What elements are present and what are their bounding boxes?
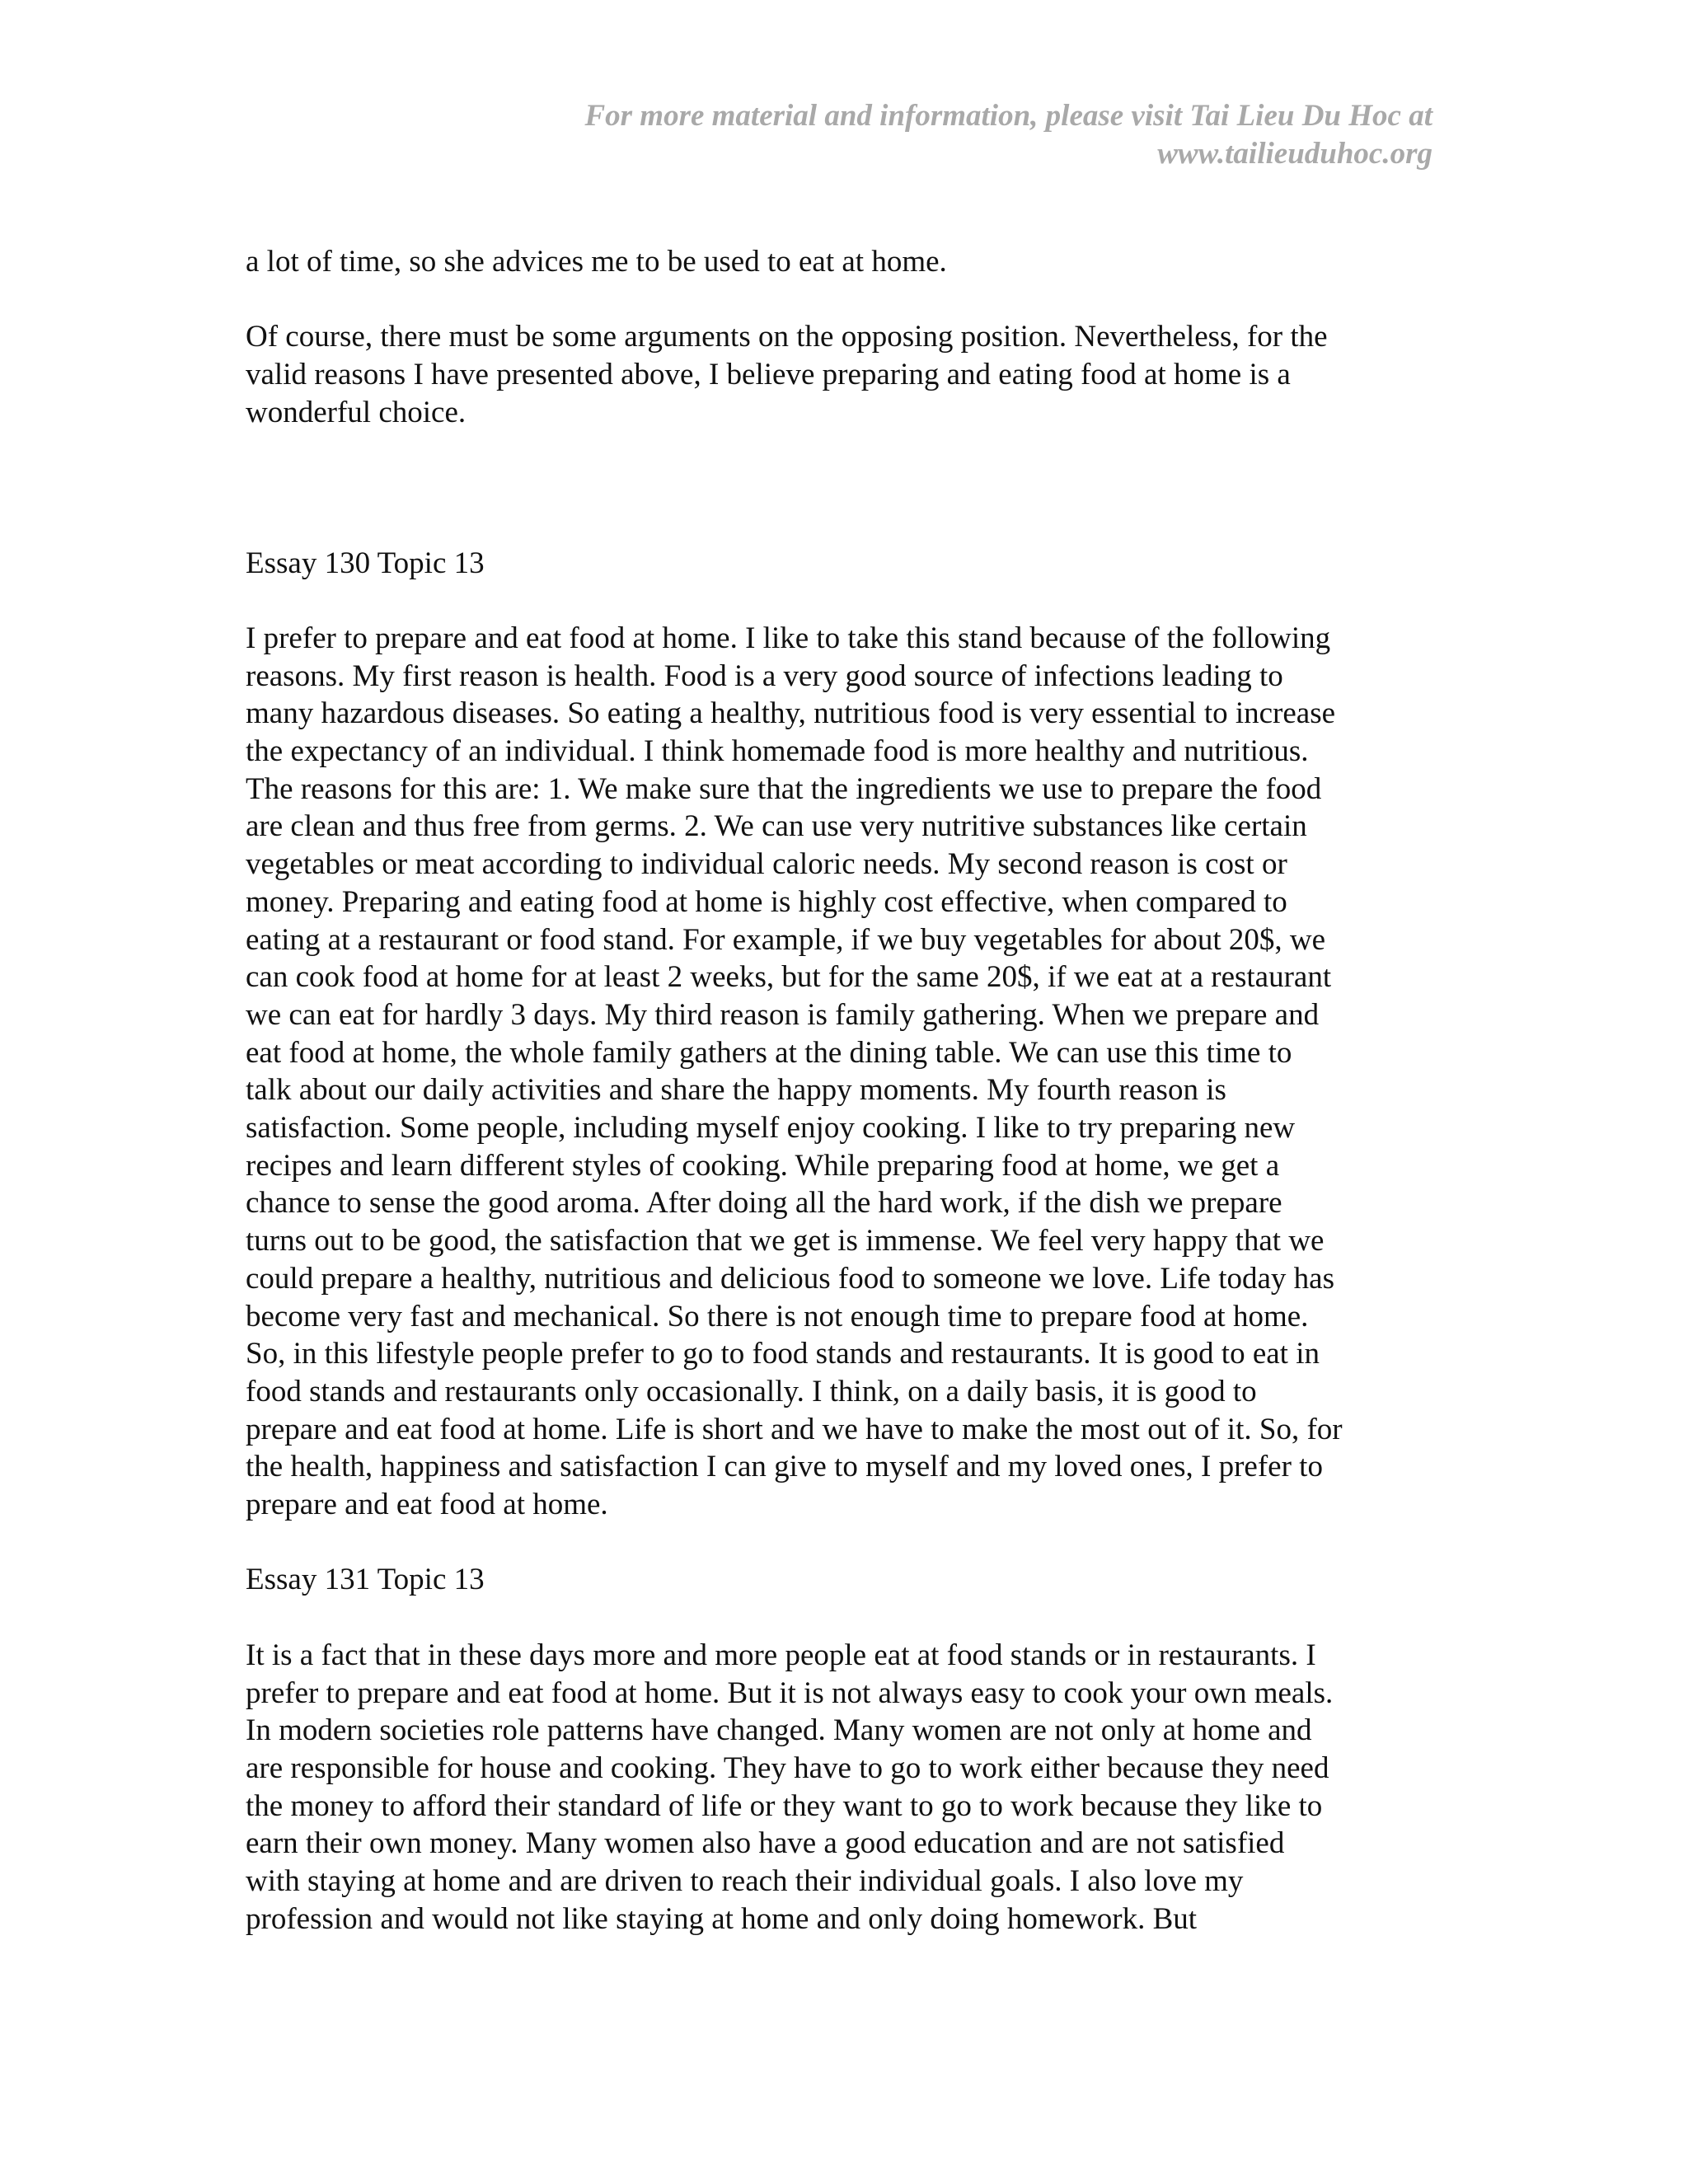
paragraph-line: talk about our daily activities and share the happy moments. My fourth reason is: [246, 1073, 1226, 1108]
essay-131-title: [246, 1561, 1449, 1599]
paragraph-line: valid reasons I have presented above, I believe preparing and eating food at home is a: [246, 358, 1291, 392]
paragraph-line: satisfaction. Some people, including myself enjoy cooking. I like to try preparing new: [246, 1111, 1296, 1146]
paragraph-spacer: [246, 582, 1449, 620]
paragraph-line: can cook food at home for at least 2 weeks, but for the same 20$, if we eat at a restaurant: [246, 960, 1332, 995]
paragraph-line: with staying at home and are driven to reach their individual goals. I also love my: [246, 1864, 1244, 1899]
paragraph-line: recipes and learn different styles of cooking. While preparing food at home, we get a: [246, 1148, 1280, 1183]
paragraph-line: It is a fact that in these days more and more people eat at food stands or in restaurants. I: [246, 1638, 1316, 1672]
essay-title: Essay 131 Topic 13: [246, 1563, 485, 1597]
section-spacer: [246, 432, 1449, 545]
paragraph-line: The reasons for this are: 1. We make sure that the ingredients we use to prepare the food: [246, 771, 1322, 806]
paragraph-line: earn their own money. Many women also have a good education and are not satisfied: [246, 1826, 1285, 1861]
paragraph-line: profession and would not like staying at home and only doing homework. But: [246, 1901, 1198, 1936]
paragraph-line: food stands and restaurants only occasionally. I think, on a daily basis, it is good to: [246, 1374, 1257, 1408]
paragraph-line: many hazardous diseases. So eating a healthy, nutritious food is very essential to increase: [246, 696, 1336, 731]
paragraph-line: So, in this lifestyle people prefer to go to food stands and restaurants. It is good to eat in: [246, 1337, 1320, 1371]
paragraph-line: prepare and eat food at home. Life is short and we have to make the most out of it. So, for: [246, 1412, 1343, 1446]
paragraph-spacer: [246, 1599, 1449, 1637]
paragraph-line: are responsible for house and cooking. They have to go to work either because they need: [246, 1750, 1329, 1785]
essay-130-title: [246, 545, 1449, 583]
document-body: [246, 243, 1449, 1938]
paragraph-line: eating at a restaurant or food stand. For example, if we buy vegetables for about 20$, we: [246, 922, 1325, 957]
paragraph-line: money. Preparing and eating food at home is highly cost effective, when compared to: [246, 884, 1287, 919]
paragraph-line: are clean and thus free from germs. 2. We can use very nutritive substances like certain: [246, 809, 1307, 844]
paragraph-line: I prefer to prepare and eat food at home. I like to take this stand because of the following: [246, 621, 1331, 655]
essay-131-body: [246, 1637, 1449, 1938]
paragraph-line: prepare and eat food at home.: [246, 1488, 608, 1522]
paragraph-line: the health, happiness and satisfaction I can give to myself and my loved ones, I prefer to: [246, 1450, 1323, 1484]
header-line: For more material and information, please visit Tai Lieu Du Hoc at: [584, 99, 1432, 133]
page-header: [361, 97, 1432, 173]
essay-130-body: [246, 620, 1449, 1524]
paragraph-line: prefer to prepare and eat food at home. But it is not always easy to cook your own meals.: [246, 1675, 1334, 1710]
paragraph-line: vegetables or meat according to individual caloric needs. My second reason is cost or: [246, 847, 1287, 882]
paragraph-line: eat food at home, the whole family gathers at the dining table. We can use this time to: [246, 1035, 1292, 1070]
paragraph-line: In modern societies role patterns have changed. Many women are not only at home and: [246, 1713, 1312, 1748]
essay-title: Essay 130 Topic 13: [246, 546, 485, 580]
paragraph-line: wonderful choice.: [246, 395, 467, 429]
paragraph-line: we can eat for hardly 3 days. My third reason is family gathering. When we prepare and: [246, 997, 1320, 1032]
paragraph-line: turns out to be good, the satisfaction that we get is immense. We feel very happy that we: [246, 1224, 1325, 1258]
header-url-line: www.tailieuduhoc.org: [1157, 137, 1432, 171]
paragraph-line: the money to afford their standard of life or they want to go to work because they like to: [246, 1788, 1323, 1823]
conclusion-paragraph: [246, 318, 1449, 431]
paragraph-spacer: [246, 281, 1449, 319]
paragraph-line: could prepare a healthy, nutritious and delicious food to someone we love. Life today has: [246, 1261, 1334, 1296]
paragraph-line: Of course, there must be some arguments on the opposing position. Nevertheless, for the: [246, 320, 1328, 354]
paragraph-line: chance to sense the good aroma. After doing all the hard work, if the dish we prepare: [246, 1186, 1282, 1221]
paragraph-line: the expectancy of an individual. I think homemade food is more healthy and nutritious.: [246, 734, 1309, 768]
intro-paragraph: [246, 243, 1449, 281]
paragraph-line: reasons. My first reason is health. Food is a very good source of infections leading to: [246, 658, 1283, 693]
paragraph-spacer: [246, 1524, 1449, 1562]
paragraph-line: become very fast and mechanical. So there is not enough time to prepare food at home.: [246, 1299, 1309, 1333]
paragraph-line: a lot of time, so she advices me to be used to eat at home.: [246, 245, 947, 279]
